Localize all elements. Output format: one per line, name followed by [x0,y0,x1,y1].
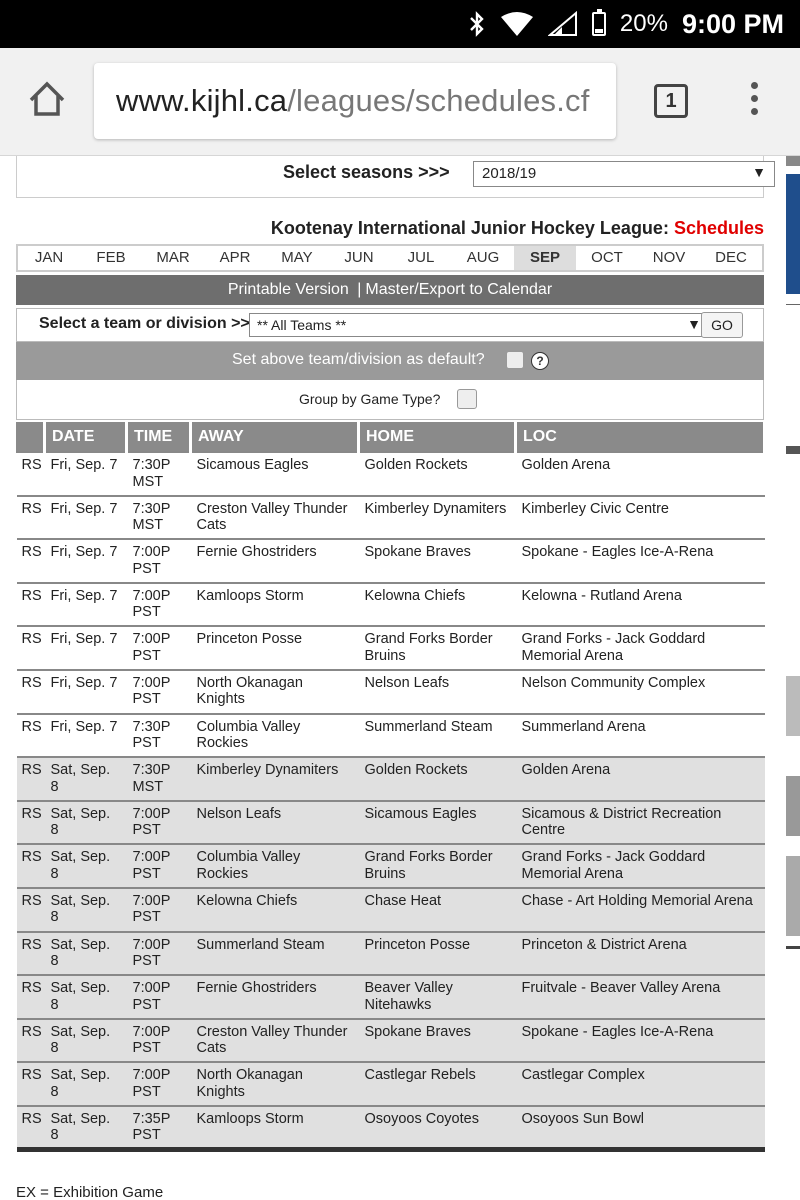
cell-date: Sat, Sep. 8 [45,1106,127,1150]
browser-toolbar [0,48,800,156]
overflow-menu-icon[interactable] [744,82,764,122]
cell-date: Fri, Sep. 7 [45,452,127,496]
cell-game-type: RS [17,1062,45,1106]
table-row [17,452,765,496]
dropdown-arrow-icon: ▼ [687,316,701,332]
cell-date: Fri, Sep. 7 [45,583,127,627]
cell-location: Osoyoos Sun Bowl [516,1106,765,1150]
cell-home-team: Summerland Steam [359,714,516,758]
team-filter-row [16,308,764,342]
month-tab-may[interactable]: MAY [281,249,313,266]
schedule-table [16,422,766,1152]
cell-home-team: Spokane Braves [359,1019,516,1063]
cell-away-team: North Okanagan Knights [191,670,359,714]
table-row [17,670,765,714]
cell-game-type: RS [17,844,45,888]
cell-location: Grand Forks - Jack Goddard Memorial Arena [516,844,765,888]
web-page [0,156,800,1200]
cell-time: 7:00P PST [127,670,191,714]
cell-home-team: Golden Rockets [359,452,516,496]
month-tabs [16,244,764,272]
cell-away-team: Columbia Valley Rockies [191,714,359,758]
default-label: Set above team/division as default? [232,351,485,368]
cell-time: 7:00P PST [127,539,191,583]
default-checkbox[interactable] [506,351,524,369]
page-title [271,218,764,239]
title-highlight: Schedules [673,218,764,238]
cell-away-team: Fernie Ghostriders [191,975,359,1019]
header-cell-date: DATE [45,422,127,452]
cell-game-type: RS [17,670,45,714]
month-tab-apr[interactable]: APR [219,249,251,266]
cell-location: Fruitvale - Beaver Valley Arena [516,975,765,1019]
cell-game-type: RS [17,626,45,670]
month-tab-jul[interactable]: JUL [407,249,435,266]
cell-home-team: Sicamous Eagles [359,801,516,845]
tabs-icon[interactable]: 1 [654,84,688,118]
season-selector-box [16,156,764,198]
header-cell-away: AWAY [191,422,359,452]
cell-time: 7:30P MST [127,757,191,801]
cell-time: 7:35P PST [127,1106,191,1150]
team-filter-label: Select a team or division >> [39,315,250,332]
table-row [17,583,765,627]
cell-away-team: Sicamous Eagles [191,452,359,496]
table-header-row [17,422,765,452]
cell-game-type: RS [17,1106,45,1150]
url-path: /leagues/schedules.cf [287,83,590,118]
cell-location: Spokane - Eagles Ice-A-Rena [516,1019,765,1063]
cell-home-team: Chase Heat [359,888,516,932]
cell-time: 7:30P PST [127,714,191,758]
team-select-value: ** All Teams ** [257,317,347,333]
season-select[interactable] [473,161,775,187]
cell-away-team: Fernie Ghostriders [191,539,359,583]
cell-date: Fri, Sep. 7 [45,496,127,540]
cell-game-type: RS [17,583,45,627]
group-by-label: Group by Game Type? [299,391,441,407]
cell-game-type: RS [17,496,45,540]
table-row [17,844,765,888]
cell-game-type: RS [17,714,45,758]
cell-time: 7:00P PST [127,932,191,976]
print-export-bar [16,275,764,305]
cell-date: Fri, Sep. 7 [45,714,127,758]
cell-home-team: Grand Forks Border Bruins [359,844,516,888]
cell-home-team: Spokane Braves [359,539,516,583]
cell-time: 7:00P PST [127,1019,191,1063]
default-team-row [16,342,764,380]
url-text [116,83,590,119]
month-tab-sep[interactable]: SEP [514,246,576,270]
table-row [17,888,765,932]
battery-percent: 20% [619,10,668,37]
table-row [17,714,765,758]
cell-date: Fri, Sep. 7 [45,539,127,583]
cell-home-team: Osoyoos Coyotes [359,1106,516,1150]
table-row [17,975,765,1019]
month-tab-feb[interactable]: FEB [96,249,126,266]
cell-home-team: Castlegar Rebels [359,1062,516,1106]
month-tab-nov[interactable]: NOV [652,249,686,266]
month-tab-jan[interactable]: JAN [34,249,64,266]
cell-game-type: RS [17,452,45,496]
header-cell-type [17,422,45,452]
cell-home-team: Beaver Valley Nitehawks [359,975,516,1019]
cell-time: 7:00P PST [127,844,191,888]
cell-date: Sat, Sep. 8 [45,757,127,801]
cell-date: Fri, Sep. 7 [45,670,127,714]
month-tab-mar[interactable]: MAR [156,249,190,266]
cell-game-type: RS [17,539,45,583]
table-row [17,496,765,540]
table-row [17,1019,765,1063]
cell-date: Fri, Sep. 7 [45,626,127,670]
url-host: www.kijhl.ca [116,83,288,118]
cell-game-type: RS [17,801,45,845]
address-bar[interactable] [94,63,616,139]
month-tab-aug[interactable]: AUG [466,249,500,266]
cell-time: 7:00P PST [127,975,191,1019]
cell-location: Summerland Arena [516,714,765,758]
cell-date: Sat, Sep. 8 [45,975,127,1019]
cell-away-team: Kamloops Storm [191,583,359,627]
cell-date: Sat, Sep. 8 [45,888,127,932]
page-edge [786,156,800,1200]
cell-home-team: Golden Rockets [359,757,516,801]
month-tab-oct[interactable]: OCT [591,249,623,266]
cell-game-type: RS [17,888,45,932]
cell-home-team: Grand Forks Border Bruins [359,626,516,670]
cell-location: Grand Forks - Jack Goddard Memorial Arena [516,626,765,670]
go-button[interactable]: GO [701,312,743,338]
cell-location: Spokane - Eagles Ice-A-Rena [516,539,765,583]
cell-location: Kimberley Civic Centre [516,496,765,540]
cell-time: 7:00P PST [127,583,191,627]
cell-away-team: Kelowna Chiefs [191,888,359,932]
cell-game-type: RS [17,757,45,801]
cell-signal-icon [548,11,578,37]
team-select[interactable] [249,313,709,337]
cell-date: Sat, Sep. 8 [45,1062,127,1106]
battery-icon [592,12,606,36]
cell-location: Nelson Community Complex [516,670,765,714]
cell-time: 7:00P PST [127,888,191,932]
table-row [17,757,765,801]
cell-away-team: Creston Valley Thunder Cats [191,1019,359,1063]
table-row [17,1106,765,1150]
cell-away-team: Columbia Valley Rockies [191,844,359,888]
cell-home-team: Kelowna Chiefs [359,583,516,627]
cell-location: Kelowna - Rutland Arena [516,583,765,627]
month-tab-dec[interactable]: DEC [715,249,747,266]
export-calendar-link[interactable]: Master/Export to Calendar [365,281,553,298]
dropdown-arrow-icon: ▼ [752,164,766,180]
header-cell-time: TIME [127,422,191,452]
cell-away-team: Nelson Leafs [191,801,359,845]
cell-location: Golden Arena [516,452,765,496]
cell-home-team: Nelson Leafs [359,670,516,714]
header-cell-home: HOME [359,422,516,452]
table-row [17,932,765,976]
cell-away-team: Kamloops Storm [191,1106,359,1150]
cell-time: 7:00P PST [127,1062,191,1106]
season-select-value: 2018/19 [482,165,537,182]
clock: 9:00 PM [681,8,784,39]
cell-location: Chase - Art Holding Memorial Arena [516,888,765,932]
table-row [17,626,765,670]
cell-location: Sicamous & District Recreation Centre [516,801,765,845]
cell-game-type: RS [17,975,45,1019]
cell-away-team: Creston Valley Thunder Cats [191,496,359,540]
help-icon[interactable]: ? [531,352,549,370]
cell-date: Sat, Sep. 8 [45,932,127,976]
battery-level [595,29,603,33]
cell-location: Castlegar Complex [516,1062,765,1106]
separator: | [357,281,362,298]
season-label: Select seasons >>> [283,162,450,182]
printable-version-link[interactable]: Printable Version [227,281,349,298]
cell-game-type: RS [17,932,45,976]
cell-home-team: Princeton Posse [359,932,516,976]
cell-away-team: North Okanagan Knights [191,1062,359,1106]
cell-date: Sat, Sep. 8 [45,1019,127,1063]
cell-away-team: Kimberley Dynamiters [191,757,359,801]
cell-time: 7:30P MST [127,452,191,496]
league-name: Kootenay International Junior Hockey League: [270,218,669,238]
status-bar [0,0,800,48]
cell-away-team: Princeton Posse [191,626,359,670]
cell-home-team: Kimberley Dynamiters [359,496,516,540]
cell-away-team: Summerland Steam [191,932,359,976]
month-tab-jun[interactable]: JUN [344,249,374,266]
cell-date: Sat, Sep. 8 [45,844,127,888]
wifi-icon [500,11,534,37]
cell-time: 7:00P PST [127,801,191,845]
cell-game-type: RS [17,1019,45,1063]
table-row [17,539,765,583]
bluetooth-icon [468,11,486,37]
group-by-checkbox[interactable] [457,389,477,409]
table-row [17,1062,765,1106]
cell-location: Princeton & District Arena [516,932,765,976]
table-row [17,801,765,845]
cell-location: Golden Arena [516,757,765,801]
cell-time: 7:30P MST [127,496,191,540]
group-by-row [16,380,764,420]
header-cell-loc: LOC [516,422,765,452]
footnote: EX = Exhibition Game [16,1184,164,1200]
cell-time: 7:00P PST [127,626,191,670]
cell-date: Sat, Sep. 8 [45,801,127,845]
home-icon[interactable] [26,78,68,120]
